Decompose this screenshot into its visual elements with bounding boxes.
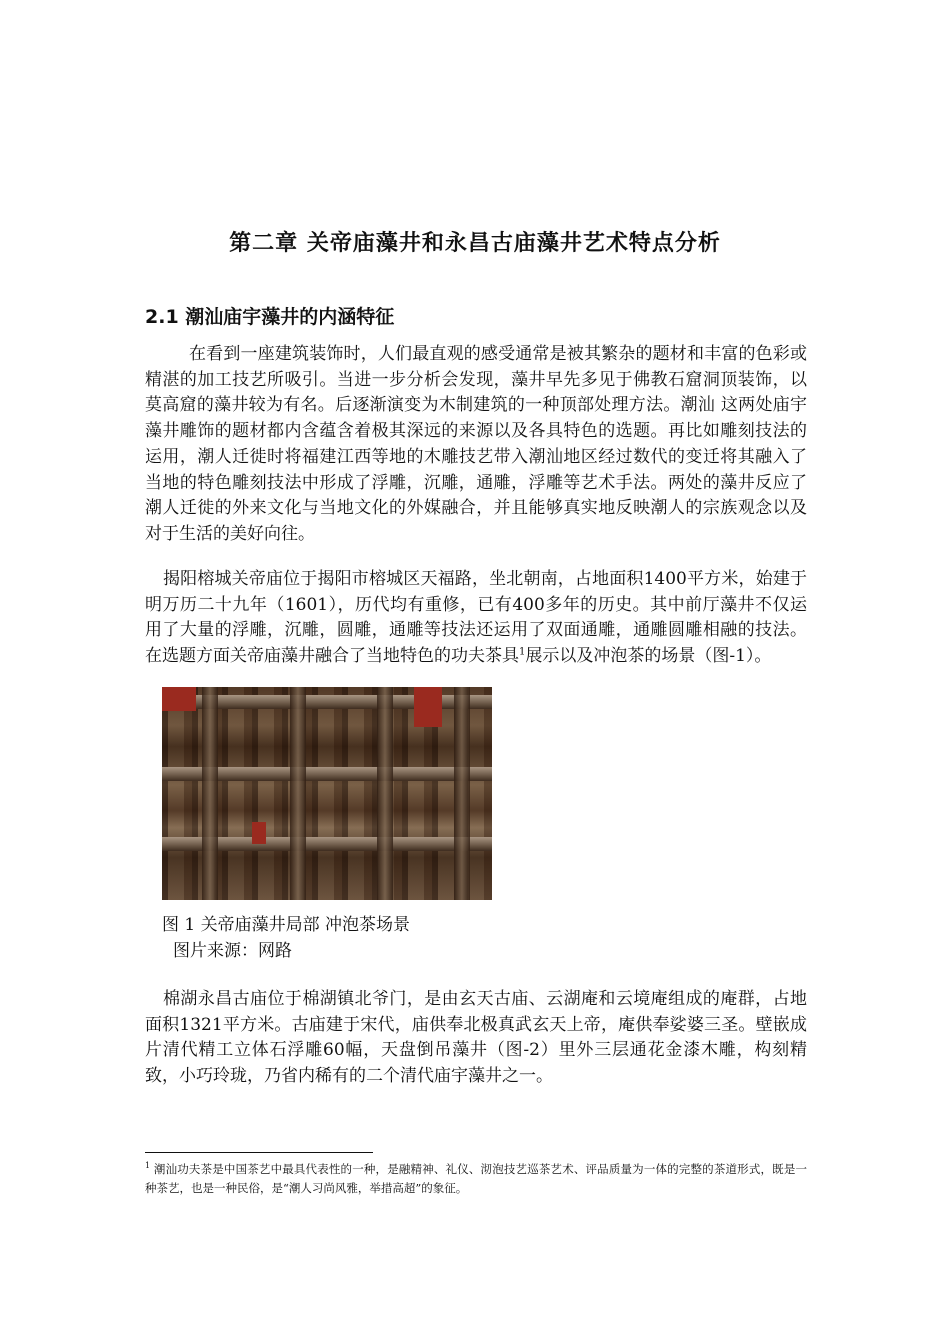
footnote-mark: 1 [145, 1161, 151, 1171]
footnote-reference: 1 [519, 646, 526, 658]
paragraph-3: 棉湖永昌古庙位于棉湖镇北爷门，是由玄天古庙、云湖庵和云境庵组成的庵群，占地面积1321平方米。古庙建于宋代，庙供奉北极真武玄天上帝，庵供奉娑婆三圣。壁嵌成片清代精工立体石浮雕60幅，天盘倒吊藻井（图-2）里外三层通花金漆木雕，构刻精致，小巧玲珑，乃省内稀有的二个清代庙宇藻井之一。 [145, 989, 807, 1087]
section-title: 2.1 潮汕庙宇藻井的内涵特征 [145, 306, 395, 328]
paragraph-1: 在看到一座建筑装饰时，人们最直观的感受通常是被其繁杂的题材和丰富的色彩或精湛的加工技艺所吸引。当进一步分析会发现，藻井早先多见于佛教石窟洞顶装饰，以莫高窟的藻井较为有名。后逐渐演变为木制建筑的一种顶部处理方法。潮汕 这两处庙宇藻井雕饰的题材都内含蕴含着极其深远的来源以及各具特色的选题。再比如雕刻技法的运用，潮人迁徙时将福建江西等地的木雕技艺带入潮汕地区经过数代的变迁将其融入了当地的特色雕刻技法中形成了浮雕，沉雕，通雕，浮雕等艺术手法。两处的藻井反应了潮人迁徙的外来文化与当地文化的外媒融合，并且能够真实地反映潮人的宗族观念以及对于生活的美好向往。 [145, 344, 807, 544]
paragraph-2-text: 揭阳榕城关帝庙位于揭阳市榕城区天福路，坐北朝南，占地面积1400平方米，始建于明万历二十九年（1601），历代均有重修，已有400多年的历史。其中前厅藻井不仅运用了大量的浮雕，沉雕，圆雕，通雕等技法还运用了双面通雕，通雕圆雕相融的技法。在选题方面关帝庙藻井融合了当地特色的功夫茶具 [145, 569, 807, 667]
figure-source: 图片来源：网路 [173, 941, 292, 961]
photo-red-detail [162, 687, 196, 711]
photo-post [202, 687, 218, 900]
footnote-text: 潮汕功夫茶是中国茶艺中最具代表性的一种，是融精神、礼仪、沏泡技艺巡茶艺术、评品质量为一体的完整的茶道形式，既是一种茶艺，也是一种民俗，是“潮人习尚风雅，举措高超”的象征。 [145, 1162, 807, 1195]
figure-caption-text: 图 1 关帝庙藻井局部 冲泡茶场景 [162, 915, 411, 935]
photo-post [290, 687, 306, 900]
paragraph-2 [145, 567, 807, 670]
photo-red-detail [414, 687, 442, 727]
chapter-title: 第二章 关帝庙藻井和永昌古庙藻井艺术特点分析 [229, 231, 721, 256]
photo-post [454, 687, 470, 900]
photo-post [377, 687, 393, 900]
figure-carved-ceiling-photo [162, 687, 492, 900]
photo-red-detail [252, 822, 266, 844]
figure-caption [162, 912, 410, 964]
paragraph-2-text-end: 展示以及冲泡茶的场景（图-1）。 [525, 646, 772, 667]
footnote-divider [145, 1152, 373, 1153]
footnote [145, 1160, 807, 1198]
